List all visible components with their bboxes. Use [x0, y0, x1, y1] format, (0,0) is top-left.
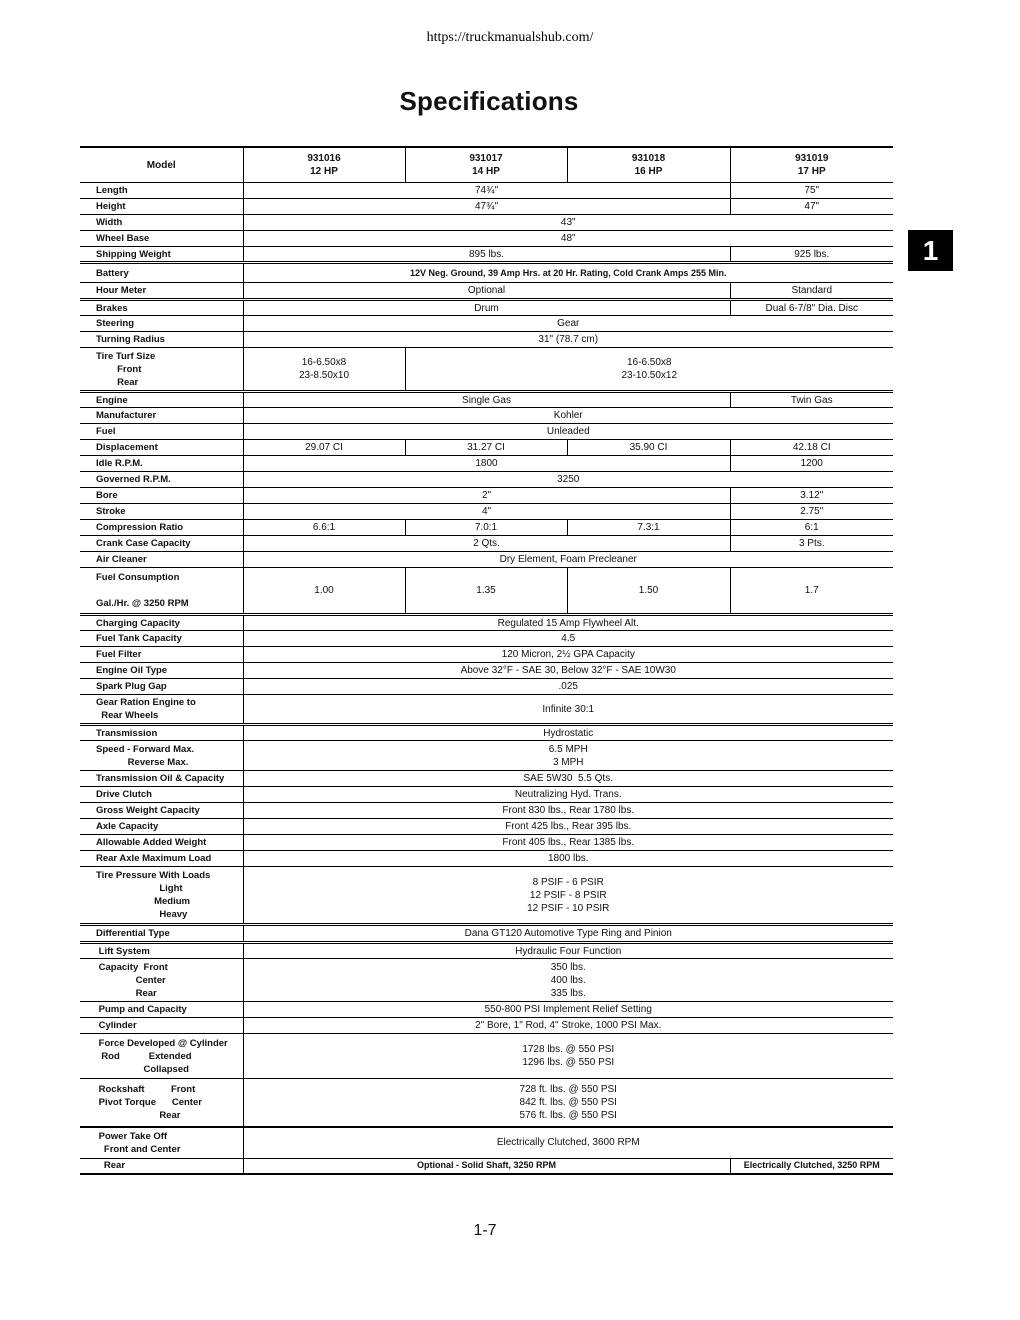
row-label: Fuel Filter: [80, 647, 243, 663]
table-row: [80, 183, 893, 199]
row-label: Bore: [80, 488, 243, 504]
row-value: Dana GT120 Automotive Type Ring and Pinion: [464, 928, 672, 939]
table-row: [80, 263, 893, 283]
row-value: Electrically Clutched, 3250 RPM: [730, 1159, 893, 1174]
page-title: Specifications: [399, 86, 579, 116]
row-value: 35.90 CI: [567, 440, 730, 456]
row-value: Front 830 lbs., Rear 1780 lbs.: [502, 805, 635, 816]
row-value: 3 Pts.: [730, 536, 893, 552]
row-value: 2" Bore, 1" Rod, 4" Stroke, 1000 PSI Max.: [475, 1020, 662, 1031]
table-row: [80, 835, 893, 851]
row-value: 3250: [557, 474, 580, 485]
row-value: 1.00: [314, 585, 334, 596]
row-value: Kohler: [553, 410, 583, 421]
row-label: Lift System: [80, 943, 243, 959]
row-value: 1.50: [567, 568, 730, 615]
row-label: Governed R.P.M.: [80, 472, 243, 488]
table-row: [80, 348, 893, 392]
table-row: [80, 215, 893, 231]
row-value: Above 32°F - SAE 30, Below 32°F - SAE 10W30: [460, 665, 676, 676]
row-label: Height: [80, 199, 243, 215]
row-value: 7.0:1: [405, 520, 567, 536]
row-label: Rear: [80, 1159, 243, 1174]
row-label: Fuel Consumption Gal./Hr. @ 3250 RPM: [80, 568, 243, 615]
row-value: Hydrostatic: [543, 727, 594, 739]
row-label: Manufacturer: [80, 408, 243, 424]
row-value: 728 ft. lbs. @ 550 PSI 842 ft. lbs. @ 550 PSI 576 ft. lbs. @ 550 PSI: [519, 1083, 617, 1121]
table-row: [80, 959, 893, 1002]
table-row: [80, 741, 893, 771]
model-column-header: 931016 12 HP: [243, 147, 405, 183]
row-value: 2 Qts.: [473, 538, 500, 549]
row-value: 74¾": [474, 185, 498, 196]
row-label: Hour Meter: [80, 283, 243, 300]
row-label: Stroke: [80, 504, 243, 520]
row-label: Wheel Base: [80, 231, 243, 247]
row-value: 42.18 CI: [730, 440, 893, 456]
table-row: [80, 787, 893, 803]
table-row: [80, 283, 893, 300]
row-label: Capacity Front Center Rear: [80, 959, 243, 1002]
row-value: Neutralizing Hyd. Trans.: [514, 789, 622, 800]
row-value: 1728 lbs. @ 550 PSI 1296 lbs. @ 550 PSI: [522, 1044, 615, 1068]
row-label: Tire Turf Size Front Rear: [80, 348, 243, 392]
table-row: [80, 679, 893, 695]
table-row: [80, 536, 893, 552]
table-row: [80, 647, 893, 663]
table-row: [80, 819, 893, 835]
table-row: [80, 943, 893, 959]
row-value: 120 Micron, 2½ GPA Capacity: [501, 649, 635, 660]
row-value: Gear: [557, 318, 580, 329]
table-row: [80, 1034, 893, 1079]
row-value: 7.3:1: [567, 520, 730, 536]
row-value: 1800: [475, 458, 498, 469]
row-value: Single Gas: [462, 394, 511, 406]
row-label: Gear Ration Engine to Rear Wheels: [80, 695, 243, 725]
row-value: 550-800 PSI Implement Relief Setting: [484, 1004, 652, 1015]
row-label: Compression Ratio: [80, 520, 243, 536]
model-column-header: 931018 16 HP: [567, 147, 730, 183]
table-header-row: [80, 147, 893, 183]
table-row: [80, 663, 893, 679]
row-value: 75": [730, 183, 893, 199]
row-value: 6.6:1: [312, 522, 336, 533]
row-value: 43": [560, 217, 576, 228]
table-row: [80, 488, 893, 504]
row-label: Brakes: [80, 300, 243, 316]
table-row: [80, 851, 893, 867]
table-row: [80, 408, 893, 424]
row-value: Unleaded: [546, 426, 590, 437]
row-label: Engine Oil Type: [80, 663, 243, 679]
table-row: [80, 1002, 893, 1018]
row-label: Transmission Oil & Capacity: [80, 771, 243, 787]
row-value: 1.7: [730, 568, 893, 615]
row-value: Regulated 15 Amp Flywheel Alt.: [497, 617, 639, 629]
row-value: 1.35: [405, 568, 567, 615]
row-label: Crank Case Capacity: [80, 536, 243, 552]
row-value: Front 405 lbs., Rear 1385 lbs.: [502, 837, 635, 848]
row-label: Shipping Weight: [80, 247, 243, 263]
row-value: Twin Gas: [730, 392, 893, 408]
row-value: 47¾": [474, 201, 498, 212]
row-value: 16-6.50x8 23-8.50x10: [298, 357, 350, 381]
table-row: [80, 725, 893, 741]
table-row: [80, 1018, 893, 1034]
page-number: 1-7: [473, 1222, 497, 1239]
row-value: 31.27 CI: [405, 440, 567, 456]
row-value: Standard: [730, 283, 893, 300]
table-row: [80, 316, 893, 332]
row-value: 895 lbs.: [468, 248, 505, 260]
row-value: 47": [730, 199, 893, 215]
row-value: 3.12": [730, 488, 893, 504]
model-column-header: 931017 14 HP: [405, 147, 567, 183]
table-row: [80, 1159, 893, 1174]
table-row: [80, 392, 893, 408]
row-label: Drive Clutch: [80, 787, 243, 803]
table-row: [80, 424, 893, 440]
table-row: [80, 925, 893, 943]
row-label: Transmission: [80, 725, 243, 741]
row-value: 1800 lbs.: [547, 853, 589, 864]
row-label: Force Developed @ Cylinder Rod Extended Collapsed: [80, 1034, 243, 1079]
row-label: Width: [80, 215, 243, 231]
table-row: [80, 631, 893, 647]
row-value: SAE 5W30 5.5 Qts.: [523, 773, 613, 784]
row-label: Idle R.P.M.: [80, 456, 243, 472]
table-row: [80, 199, 893, 215]
row-label: Cylinder: [80, 1018, 243, 1034]
row-value: 8 PSIF - 6 PSIR 12 PSIF - 8 PSIR 12 PSIF - 10 PSIR: [527, 876, 610, 914]
row-value: 6:1: [730, 520, 893, 536]
model-header: Model: [80, 147, 243, 183]
row-label: Displacement: [80, 440, 243, 456]
table-row: [80, 1127, 893, 1159]
row-label: Tire Pressure With Loads Light Medium Heavy: [80, 867, 243, 925]
model-column-header: 931019 17 HP: [730, 147, 893, 183]
table-row: [80, 552, 893, 568]
row-value: Dry Element, Foam Precleaner: [499, 554, 637, 565]
table-row: [80, 1079, 893, 1127]
table-row: [80, 332, 893, 348]
row-label: Charging Capacity: [80, 615, 243, 631]
row-value: 2": [481, 490, 492, 501]
table-row: [80, 300, 893, 316]
table-row: [80, 771, 893, 787]
row-value: Hydraulic Four Function: [515, 945, 622, 957]
table-row: [80, 695, 893, 725]
row-label: Turning Radius: [80, 332, 243, 348]
row-value: 29.07 CI: [305, 442, 343, 453]
row-value: Optional: [467, 285, 506, 296]
row-value: Electrically Clutched, 3600 RPM: [496, 1137, 640, 1149]
row-label: Air Cleaner: [80, 552, 243, 568]
row-value: 2.75": [730, 504, 893, 520]
row-label: Axle Capacity: [80, 819, 243, 835]
row-value: .025: [558, 681, 578, 692]
table-row: [80, 472, 893, 488]
row-label: Engine: [80, 392, 243, 408]
row-value: Front 425 lbs., Rear 395 lbs.: [505, 821, 632, 832]
row-value: 4.5: [561, 633, 576, 644]
row-value: 6.5 MPH 3 MPH: [548, 743, 588, 768]
row-label: Rockshaft Front Pivot Torque Center Rear: [80, 1079, 243, 1127]
row-value: 4": [481, 506, 492, 517]
table-row: [80, 231, 893, 247]
table-row: [80, 456, 893, 472]
row-label: Steering: [80, 316, 243, 332]
row-value: 1200: [730, 456, 893, 472]
row-label: Allowable Added Weight: [80, 835, 243, 851]
table-row: [80, 504, 893, 520]
row-label: Speed - Forward Max. Reverse Max.: [80, 741, 243, 771]
row-label: Battery: [80, 263, 243, 283]
row-value: 16-6.50x8 23-10.50x12: [405, 348, 893, 392]
row-value: Drum: [474, 302, 499, 314]
row-value: 12V Neg. Ground, 39 Amp Hrs. at 20 Hr. Rating, Cold Crank Amps 255 Min.: [410, 267, 727, 278]
row-value: 350 lbs. 400 lbs. 335 lbs.: [550, 961, 586, 999]
row-value: 925 lbs.: [730, 247, 893, 263]
row-value: 48": [560, 233, 576, 244]
table-row: [80, 803, 893, 819]
row-label: Gross Weight Capacity: [80, 803, 243, 819]
row-value: Optional - Solid Shaft, 3250 RPM: [416, 1160, 557, 1171]
table-row: [80, 568, 893, 615]
row-value: Dual 6-7/8" Dia. Disc: [730, 300, 893, 316]
row-label: Fuel: [80, 424, 243, 440]
row-label: Rear Axle Maximum Load: [80, 851, 243, 867]
row-label: Differential Type: [80, 925, 243, 943]
table-row: [80, 615, 893, 631]
row-label: Spark Plug Gap: [80, 679, 243, 695]
row-label: Fuel Tank Capacity: [80, 631, 243, 647]
table-row: [80, 520, 893, 536]
row-label: Length: [80, 183, 243, 199]
table-row: [80, 867, 893, 925]
specifications-table: [80, 146, 893, 1175]
row-label: Pump and Capacity: [80, 1002, 243, 1018]
header-url: https://truckmanualshub.com/: [426, 30, 594, 45]
table-row: [80, 440, 893, 456]
table-row: [80, 247, 893, 263]
row-value: 31" (78.7 cm): [538, 334, 599, 345]
row-value: Infinite 30:1: [542, 703, 595, 715]
row-label: Power Take Off Front and Center: [80, 1127, 243, 1159]
section-tab: 1: [908, 230, 953, 271]
